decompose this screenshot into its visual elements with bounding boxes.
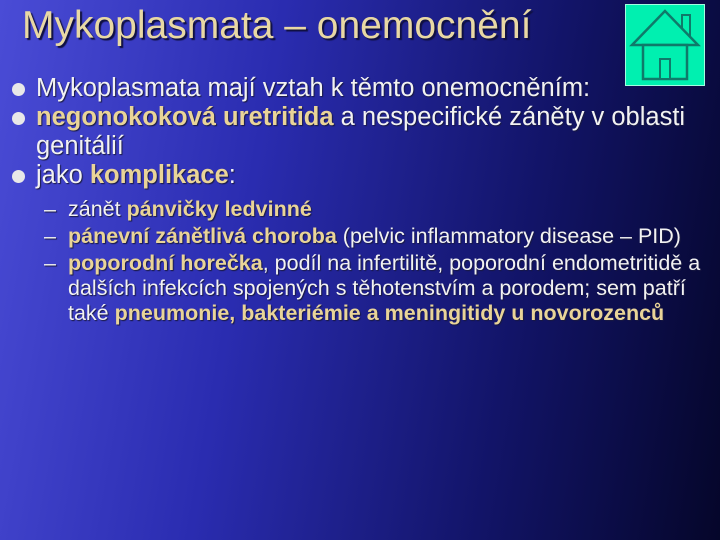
dash-marker: – bbox=[44, 251, 56, 275]
bullet-text: : bbox=[228, 161, 236, 189]
subbullet-highlight: poporodní horečka bbox=[68, 251, 263, 275]
slide-title: Mykoplasmata – onemocnění bbox=[22, 4, 532, 47]
bullet-item bbox=[8, 161, 708, 190]
bullet-prefix: jako bbox=[36, 161, 90, 189]
subbullet-text: , podíl na infertilitě, poporodní endometritidě a dalších infekcích spojených s těhotenstvím a porodem; sem patří také bbox=[68, 251, 701, 325]
bullet-text: Mykoplasmata mají vztah k těmto onemocněním: bbox=[36, 74, 591, 102]
subbullet-item bbox=[8, 197, 708, 222]
subbullet-highlight: pánevní zánětlivá choroba bbox=[68, 224, 337, 248]
bullet-highlight: komplikace bbox=[89, 161, 229, 189]
subbullet-item bbox=[8, 224, 708, 249]
dash-marker: – bbox=[44, 224, 56, 248]
bullet-icon bbox=[12, 112, 25, 125]
bullet-text: a nespecifické záněty v oblasti genitálií bbox=[36, 103, 686, 160]
home-icon bbox=[626, 5, 704, 85]
bullet-icon bbox=[12, 83, 25, 96]
bullet-item bbox=[8, 74, 708, 103]
subbullet-item bbox=[8, 251, 708, 326]
bullet-icon bbox=[12, 170, 25, 183]
subbullet-prefix: zánět bbox=[68, 197, 127, 221]
subbullet-highlight: pánvičky ledvinné bbox=[126, 197, 312, 221]
bullet-highlight: negonokoková uretritida bbox=[36, 103, 334, 131]
subbullet-text: (pelvic inflammatory disease – PID) bbox=[336, 224, 681, 248]
dash-marker: – bbox=[44, 197, 56, 221]
bullet-item bbox=[8, 103, 708, 161]
subbullet-highlight-2: pneumonie, bakteriémie a meningitidy u novorozenců bbox=[114, 301, 665, 325]
slide-content bbox=[8, 74, 708, 326]
